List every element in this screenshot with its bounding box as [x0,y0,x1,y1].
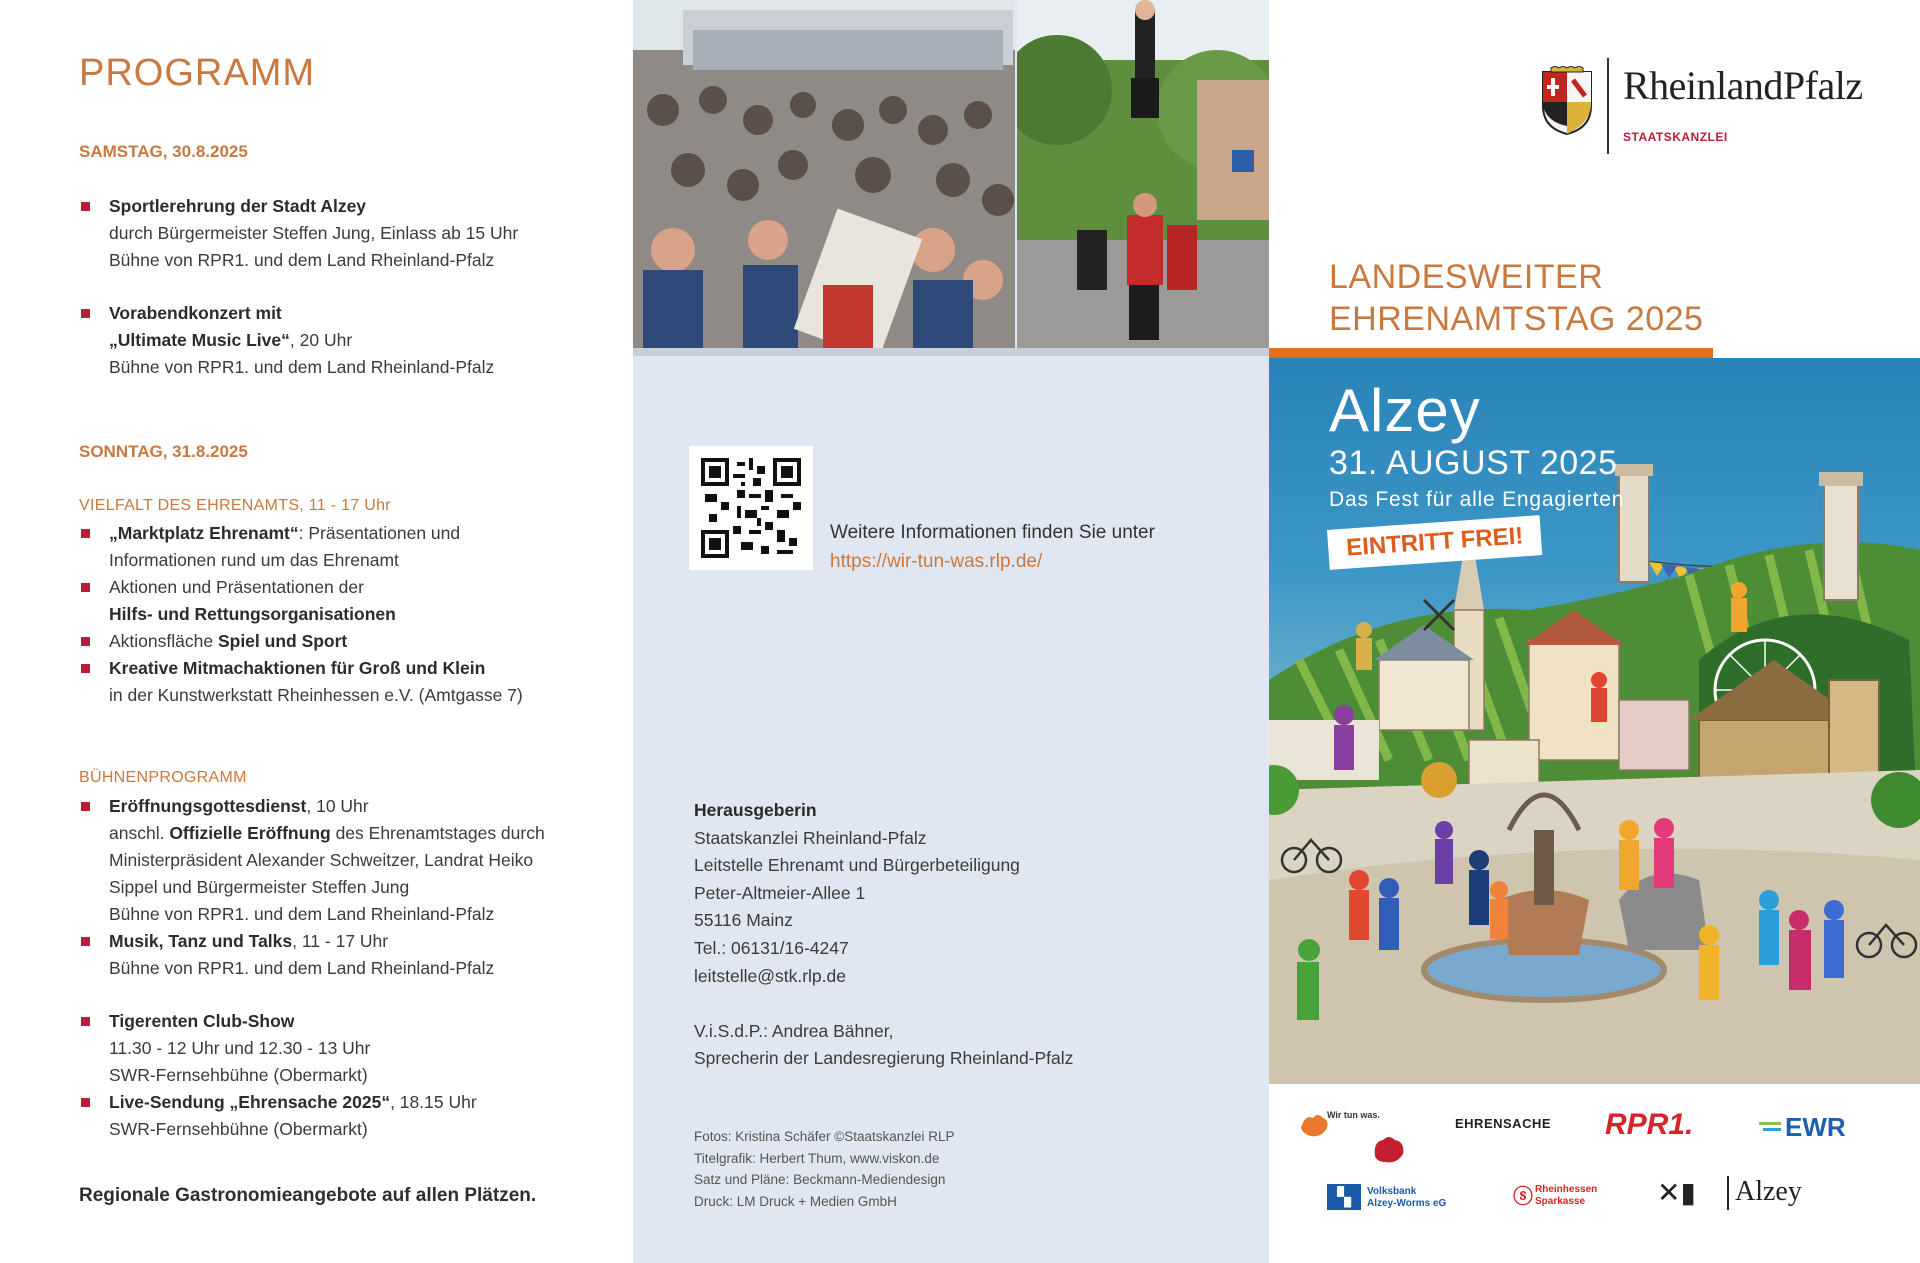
city-title: Alzey [1329,377,1481,444]
item-bold: Musik, Tanz und Talks [109,931,293,951]
item-line: durch Bürgermeister Steffen Jung, Einlass ab 15 Uhr [109,223,519,243]
imprint-heading: Herausgeberin [694,800,817,820]
item-bold: Offizielle Eröffnung [169,823,331,843]
item-text: , 10 Uhr [306,796,369,816]
bullet-icon [81,583,90,592]
item-bold: „Marktplatz Ehrenamt“ [109,523,299,543]
gastronomy-note: Regionale Gastronomieangebote auf allen Plätzen. [79,1185,537,1206]
hand-icon [1371,1134,1407,1164]
item-bold: Live-Sendung „Ehrensache 2025“ [109,1092,391,1112]
list-item [79,655,619,709]
bullet-icon [81,1017,90,1026]
item-line: Informationen rund um das Ehrenamt [109,550,399,570]
vielfalt-heading: VIELFALT DES EHRENAMTS, 11 - 17 Uhr [79,497,391,514]
list-item [79,574,619,628]
sponsor-ehrensache: EHRENSACHE [1455,1116,1552,1131]
list-item [79,1089,619,1143]
visdp: V.i.S.d.P.: Andrea Bähner, [694,1020,894,1041]
bullet-icon [81,802,90,811]
item-title: Sportlerehrung der Stadt Alzey [109,196,367,216]
list-item [79,793,619,928]
headline-line1: LANDESWEITER [1329,258,1604,296]
list-item [79,300,619,381]
item-text: anschl. [109,823,170,843]
buehne-heading: BÜHNENPROGRAMM [79,769,247,786]
sponsor-label: Alzey [1735,1176,1802,1207]
info-panel [633,0,1269,1263]
item-line: 11.30 - 12 Uhr und 12.30 - 13 Uhr [109,1038,371,1058]
visdp-role: Sprecherin der Landesregierung Rheinland-Pfalz [694,1048,1074,1069]
credits [694,1126,955,1212]
item-text: Aktionsfläche [109,631,218,651]
item-line: Bühne von RPR1. und dem Land Rheinland-Pfalz [109,357,495,377]
imprint-line: 55116 Mainz [694,910,793,931]
program-title: PROGRAMM [79,52,315,94]
sponsor-label: EWR [1785,1112,1846,1142]
list-item [79,193,619,274]
item-title: Vorabendkonzert mit [109,303,282,323]
credit-line: Satz und Pläne: Beckmann-Mediendesign [694,1172,946,1188]
saturday-items [79,193,619,381]
credit-line: Druck: LM Druck + Medien GmbH [694,1193,897,1209]
item-bold: Hilfs- und Rettungsorganisationen [109,604,396,624]
cheerleader-photo [1017,0,1269,348]
cover-headline [1329,256,1703,340]
item-bold: Kreative Mitmachaktionen für Groß und Klein [109,658,486,678]
credit-line: Fotos: Kristina Schäfer ©Staatskanzlei RLP [694,1129,955,1144]
imprint-line: Tel.: 06131/16-4247 [694,937,849,958]
bullet-icon [81,529,90,538]
bullet-icon [81,664,90,673]
list-item [79,628,619,655]
more-info-text: Weitere Informationen finden Sie unter [830,522,1155,543]
coat-of-arms-icon [1537,66,1597,136]
qr-code[interactable] [689,446,813,570]
vielfalt-items [79,520,619,709]
item-title: „Ultimate Music Live“ [109,330,290,350]
bullet-icon [81,1098,90,1107]
credit-line: Titelgrafik: Herbert Thum, www.viskon.de [694,1150,940,1166]
imprint-line: Staatskanzlei Rheinland-Pfalz [694,827,927,848]
imprint-line: Peter-Altmeier-Allee 1 [694,882,866,903]
item-line: Bühne von RPR1. und dem Land Rheinland-Pfalz [109,958,495,978]
imprint [694,797,1073,1073]
headline-line2: EHRENAMTSTAG 2025 [1329,300,1704,338]
sponsor-label: Rheinhessen Sparkasse [1535,1184,1598,1207]
item-time: , 20 Uhr [289,330,353,350]
volksbank-icon: ▚ [1327,1184,1361,1210]
item-line: SWR-Fernsehbühne (Obermarkt) [109,1119,368,1139]
more-info [830,518,1155,576]
item-line: Ministerpräsident Alexander Schweitzer, Landrat Heiko [109,850,534,870]
item-text: , 11 - 17 Uhr [292,931,389,951]
bullet-icon [81,309,90,318]
item-line: SWR-Fernsehbühne (Obermarkt) [109,1065,368,1085]
website-link[interactable]: https://wir-tun-was.rlp.de/ [830,551,1043,572]
imprint-email[interactable]: leitstelle@stk.rlp.de [694,965,846,986]
list-item [79,928,619,982]
rlp-logo-text: RheinlandPfalz [1623,63,1863,108]
alzey-emblem-icon: ✕▮ [1657,1177,1696,1208]
sunday-heading: SONNTAG, 31.8.2025 [79,442,248,461]
item-line: in der Kunstwerkstatt Rheinhessen e.V. (Amtgasse 7) [109,685,523,705]
bullet-icon [81,937,90,946]
item-text: , 18.15 Uhr [390,1092,477,1112]
saturday-heading: SAMSTAG, 30.8.2025 [79,142,248,161]
bullet-icon [81,202,90,211]
item-bold: Spiel und Sport [217,631,348,651]
sponsor-logos [1269,1084,1920,1263]
staatskanzlei-label: STAATSKANZLEI [1623,130,1728,144]
item-text: des Ehrenamtstages durch [330,823,545,843]
program-panel [0,0,633,1263]
event-subtitle: Das Fest für alle Engagierten [1329,488,1625,511]
logo-divider [1607,58,1609,154]
free-entry-badge: EINTRITT FREI! [1327,515,1543,570]
sponsor-rpr1: RPR1. [1605,1108,1694,1141]
list-item [79,520,619,574]
item-line: Bühne von RPR1. und dem Land Rheinland-Pfalz [109,250,495,270]
bullet-icon [81,637,90,646]
imprint-line: Leitstelle Ehrenamt und Bürgerbeteiligung [694,855,1020,876]
item-bold: Tigerenten Club-Show [109,1011,295,1031]
item-text: : Präsentationen und [298,523,461,543]
event-date: 31. AUGUST 2025 [1329,444,1618,482]
sponsor-label: Wir tun was. [1327,1110,1380,1120]
item-bold: Eröffnungsgottesdienst [109,796,307,816]
list-item [79,1008,619,1089]
sparkasse-icon: ⓢ [1513,1186,1533,1208]
crowd-photo [633,0,1015,348]
item-text: Aktionen und Präsentationen der [109,577,364,597]
cover-panel [1269,0,1920,1263]
sponsor-label: Volksbank Alzey-Worms eG [1367,1186,1447,1209]
buehne-items [79,793,619,1143]
item-line: Sippel und Bürgermeister Steffen Jung [109,877,410,897]
headline-rule [1269,348,1713,358]
photo-divider [633,348,1269,356]
item-line: Bühne von RPR1. und dem Land Rheinland-Pfalz [109,904,495,924]
